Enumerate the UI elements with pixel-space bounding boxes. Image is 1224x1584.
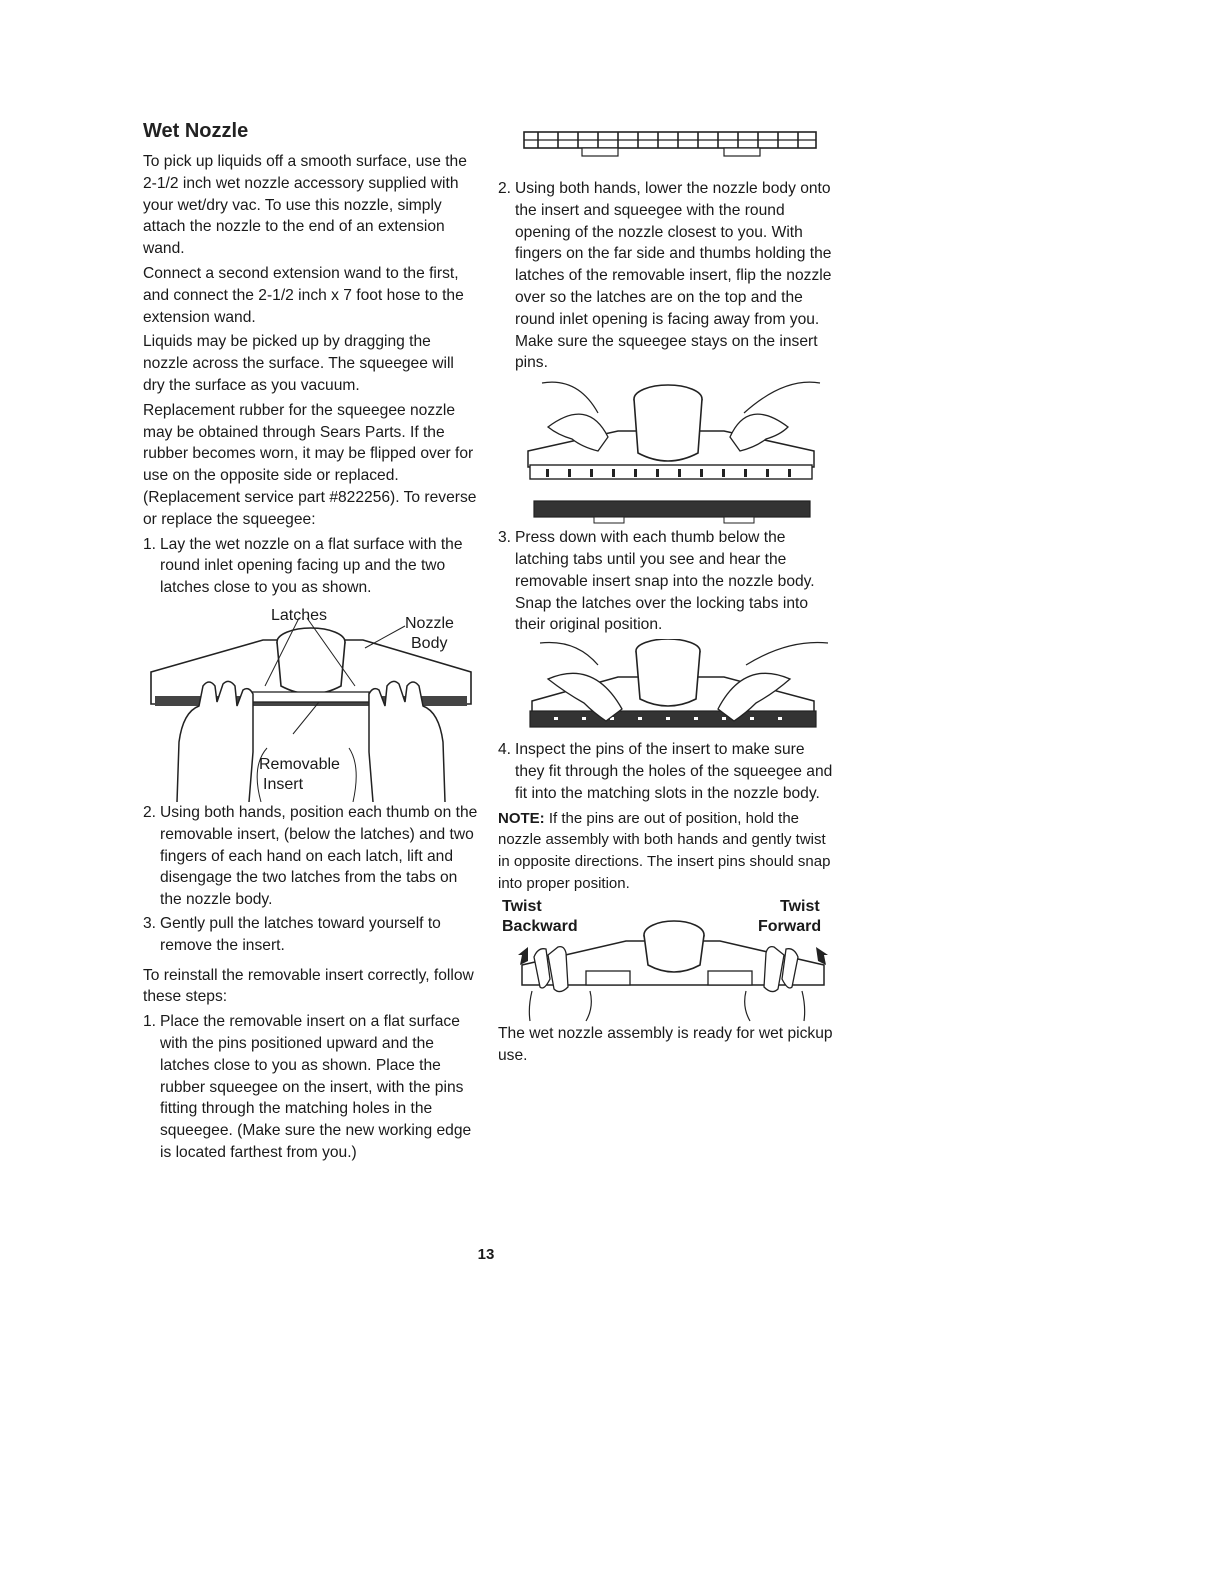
note-label: NOTE: (498, 809, 545, 827)
label-twist-left: Twist (502, 897, 542, 915)
step-number: 3. (143, 914, 157, 932)
twist-nozzle-illustration (498, 895, 834, 1023)
press-latches-illustration (498, 639, 834, 739)
step-text: Using both hands, position each thumb on the removable insert, (below the latches) and two fingers of each hand on each latch, lift and disengage the two latches from the tabs on the nozzle body. (160, 803, 478, 909)
reinstall-steps-list (143, 1011, 479, 1164)
section-title: Wet Nozzle (143, 120, 249, 142)
figure-lower-nozzle (498, 377, 834, 527)
note-paragraph (498, 808, 834, 895)
remove-steps-list (143, 534, 479, 599)
label-latches: Latches (271, 606, 328, 624)
intro-paragraph: Connect a second extension wand to the first, and connect the 2-1/2 inch x 7 foot hose to the extension wand. (143, 264, 464, 326)
step-text: Gently pull the latches toward yourself to remove the insert. (160, 914, 441, 954)
step-number: 1. (143, 535, 157, 553)
step-number: 4. (498, 741, 512, 759)
remove-steps-list (143, 802, 479, 957)
label-insert: Insert (263, 775, 304, 793)
step-text: Lay the wet nozzle on a flat surface with the round inlet opening facing up and the two latches close to you as shown. (160, 535, 463, 597)
list-item (143, 1011, 479, 1164)
step-text: Press down with each thumb below the latching tabs until you see and hear the removable insert snap into the nozzle body. Snap the latches over the locking tabs into their original position. (515, 529, 815, 634)
note-text: If the pins are out of position, hold the nozzle assembly with both hands and gently twist in opposite directions. The insert pins should snap into proper position. (498, 809, 831, 892)
label-backward: Backward (502, 917, 578, 935)
closing-paragraph: The wet nozzle assembly is ready for wet pickup use. (498, 1024, 833, 1064)
label-forward: Forward (758, 917, 822, 935)
list-item (498, 178, 834, 374)
figure-nozzle-latches (143, 602, 479, 802)
left-column (143, 118, 479, 1167)
step-number: 1. (143, 1013, 157, 1031)
reinstall-steps-list (498, 739, 834, 804)
step-number: 2. (498, 180, 512, 197)
figure-squeegee-insert (498, 118, 834, 178)
label-removable: Removable (259, 755, 340, 773)
reinstall-intro: To reinstall the removable insert correctly, follow these steps: (143, 966, 474, 1006)
step-number: 2. (143, 803, 157, 821)
list-item (143, 802, 479, 911)
reinstall-steps-list (498, 527, 834, 636)
list-item (498, 739, 834, 804)
right-column (498, 118, 834, 1069)
label-body: Body (411, 634, 448, 652)
list-item (498, 527, 834, 636)
nozzle-latches-illustration (143, 602, 479, 802)
label-nozzle: Nozzle (405, 614, 454, 632)
squeegee-insert-illustration (498, 118, 834, 178)
page-number: 13 (477, 1246, 495, 1263)
step-text: Inspect the pins of the insert to make sure they fit through the holes of the squeegee and fit into the matching slots in the nozzle body. (515, 741, 833, 802)
step-text: Using both hands, lower the nozzle body onto the insert and squeegee with the round opening of the nozzle closest to you. With fingers on the far side and thumbs holding the latches of the removable insert, flip the nozzle over so the latches are on the top and the round inlet opening is facing away from you. Make sure the squeegee stays on the insert pins. (515, 180, 832, 372)
list-item (143, 534, 479, 599)
reinstall-steps-list (498, 178, 834, 374)
twist-backward-arrow-icon (518, 947, 528, 965)
intro-paragraph: To pick up liquids off a smooth surface, use the 2-1/2 inch wet nozzle accessory supplied with your wet/dry vac. To use this nozzle, simply attach the nozzle to the end of an extension wand. (143, 153, 467, 258)
intro-paragraph: Replacement rubber for the squeegee nozzle may be obtained through Sears Parts. If the rubber becomes worn, it may be flipped over for use on the opposite side or replaced. (Replacement service part #822256). To reverse or replace the squeegee: (143, 401, 477, 528)
label-twist-right: Twist (780, 897, 820, 915)
list-item (143, 913, 479, 957)
step-text: Place the removable insert on a flat surface with the pins positioned upward and the latches close to you as shown. Place the rubber squeegee on the insert, with the pins fitting through the matching holes in the squeegee. (Make sure the new working edge is located farthest from you.) (160, 1013, 472, 1161)
lower-nozzle-illustration (498, 377, 834, 527)
figure-twist-nozzle (498, 895, 834, 1023)
figure-press-latches (498, 639, 834, 739)
step-number: 3. (498, 529, 512, 547)
intro-paragraph: Liquids may be picked up by dragging the nozzle across the surface. The squeegee will dry the surface as you vacuum. (143, 333, 454, 394)
twist-forward-arrow-icon (816, 947, 828, 965)
